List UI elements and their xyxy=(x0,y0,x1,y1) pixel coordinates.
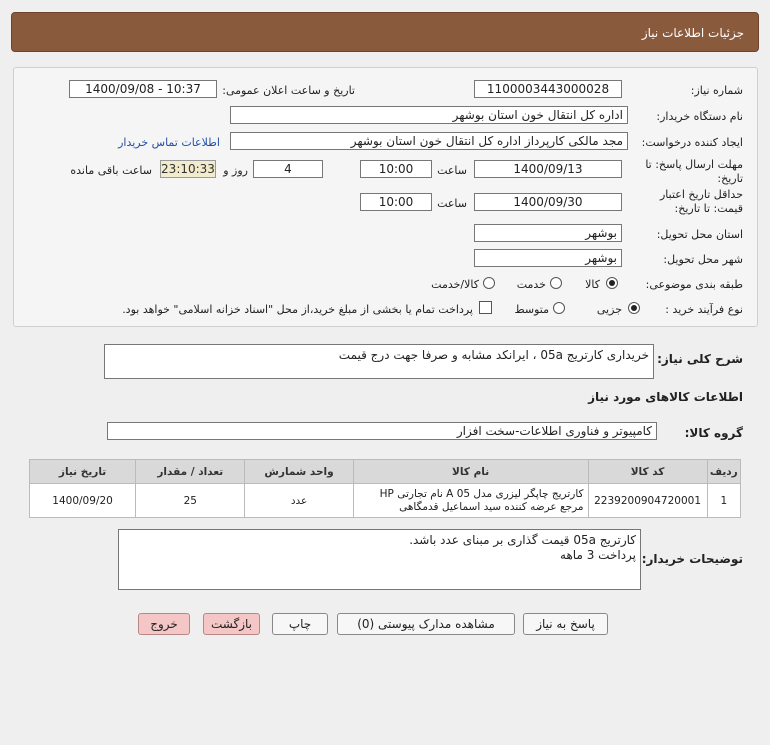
cell-row: 1 xyxy=(707,484,740,518)
deadline-label: مهلت ارسال پاسخ: تا xyxy=(645,158,743,171)
col-date-header: تاریخ نیاز xyxy=(30,460,136,484)
page-header xyxy=(11,12,759,52)
buyer-notes-label: توضیحات خریدار: xyxy=(641,552,743,566)
exit-button[interactable]: خروج xyxy=(138,613,190,635)
category-label: طبقه بندی موضوعی: xyxy=(645,278,743,291)
attachments-button[interactable]: مشاهده مدارک پیوستی (0) xyxy=(337,613,515,635)
col-qty-header: تعداد / مقدار xyxy=(136,460,245,484)
category-service-radio[interactable] xyxy=(550,277,562,289)
deadline-time-label: ساعت xyxy=(437,164,467,177)
validity-label-date: قیمت: تا تاریخ: xyxy=(674,202,743,215)
days-remaining-field: 4 xyxy=(253,160,323,178)
validity-time-label: ساعت xyxy=(437,197,467,210)
deadline-label-date: تاریخ: xyxy=(717,172,743,185)
remaining-label: ساعت باقی مانده xyxy=(70,164,152,177)
table-row xyxy=(30,484,741,518)
col-row-header: ردیف xyxy=(707,460,740,484)
category-both-radio[interactable] xyxy=(483,277,495,289)
goods-group-field: کامپیوتر و فناوری اطلاعات-سخت افزار xyxy=(107,422,657,440)
print-button[interactable]: چاپ xyxy=(272,613,328,635)
need-number-field: 1100003443000028 xyxy=(474,80,622,98)
buyer-org-label: نام دستگاه خریدار: xyxy=(656,110,743,123)
reply-button[interactable]: پاسخ به نیاز xyxy=(523,613,608,635)
cell-unit: عدد xyxy=(245,484,353,518)
back-button[interactable]: بازگشت xyxy=(203,613,260,635)
buyer-notes-field xyxy=(118,529,641,590)
announce-label: تاریخ و ساعت اعلان عمومی: xyxy=(222,84,355,97)
table-header-row xyxy=(30,460,741,484)
treasury-checkbox[interactable] xyxy=(479,301,492,314)
summary-field: خریداری کارتریج 05a ، ایرانکد مشابه و صرفا جهت درج قیمت xyxy=(104,344,654,379)
city-field: بوشهر xyxy=(474,249,622,267)
announce-field: 1400/09/08 - 10:37 xyxy=(69,80,217,98)
validity-time-field: 10:00 xyxy=(360,193,432,211)
deadline-date-field: 1400/09/13 xyxy=(474,160,622,178)
process-partial-label: جزیی xyxy=(596,303,622,316)
goods-group-label: گروه کالا: xyxy=(684,426,743,440)
remaining-time-field: 23:10:33 xyxy=(161,162,215,176)
buyer-notes-line-2: پرداخت 3 ماهه xyxy=(560,548,636,562)
category-both-label: کالا/خدمت xyxy=(431,278,479,291)
cell-qty: 25 xyxy=(136,484,245,518)
requester-field: مجد مالکی کارپرداز اداره کل انتقال خون استان بوشهر xyxy=(230,132,628,150)
validity-label: حداقل تاریخ اعتبار xyxy=(659,188,743,201)
process-partial-radio[interactable] xyxy=(628,302,640,314)
city-label: شهر محل تحویل: xyxy=(663,253,743,266)
col-name-header: نام کالا xyxy=(353,460,588,484)
days-label: روز و xyxy=(223,164,248,177)
process-label: نوع فرآیند خرید : xyxy=(665,303,743,316)
summary-label: شرح کلی نیاز: xyxy=(657,352,743,366)
cell-code: 2239200904720001 xyxy=(588,484,707,518)
category-service-label: خدمت xyxy=(516,278,546,291)
cell-date: 1400/09/20 xyxy=(30,484,136,518)
category-goods-label: کالا xyxy=(585,278,600,291)
buyer-org-field: اداره کل انتقال خون استان بوشهر xyxy=(230,106,628,124)
category-goods-radio[interactable] xyxy=(606,277,618,289)
treasury-note: پرداخت تمام یا بخشی از مبلغ خرید،از محل "اسناد خزانه اسلامی" خواهد بود. xyxy=(122,303,473,316)
process-medium-label: متوسط xyxy=(514,303,549,316)
province-field: بوشهر xyxy=(474,224,622,242)
validity-date-field: 1400/09/30 xyxy=(474,193,622,211)
col-code-header: کد کالا xyxy=(588,460,707,484)
page-title: جزئیات اطلاعات نیاز xyxy=(641,26,744,40)
col-unit-header: واحد شمارش xyxy=(245,460,353,484)
province-label: استان محل تحویل: xyxy=(656,228,743,241)
buyer-contact-link[interactable]: اطلاعات تماس خریدار xyxy=(118,136,220,149)
buyer-notes-line-1: کارتریج 05a قیمت گذاری بر مبنای عدد باشد. xyxy=(409,533,636,547)
need-number-label: شماره نیاز: xyxy=(690,84,743,97)
requester-label: ایجاد کننده درخواست: xyxy=(641,136,743,149)
deadline-time-field: 10:00 xyxy=(360,160,432,178)
goods-section-title: اطلاعات کالاهای مورد نیاز xyxy=(588,390,743,404)
process-medium-radio[interactable] xyxy=(553,302,565,314)
cell-name: کارتریج چاپگر لیزری مدل A 05 نام تجارتی HP مرجع عرضه کننده سید اسماعیل قدمگاهی xyxy=(353,484,588,518)
goods-table xyxy=(29,459,741,518)
